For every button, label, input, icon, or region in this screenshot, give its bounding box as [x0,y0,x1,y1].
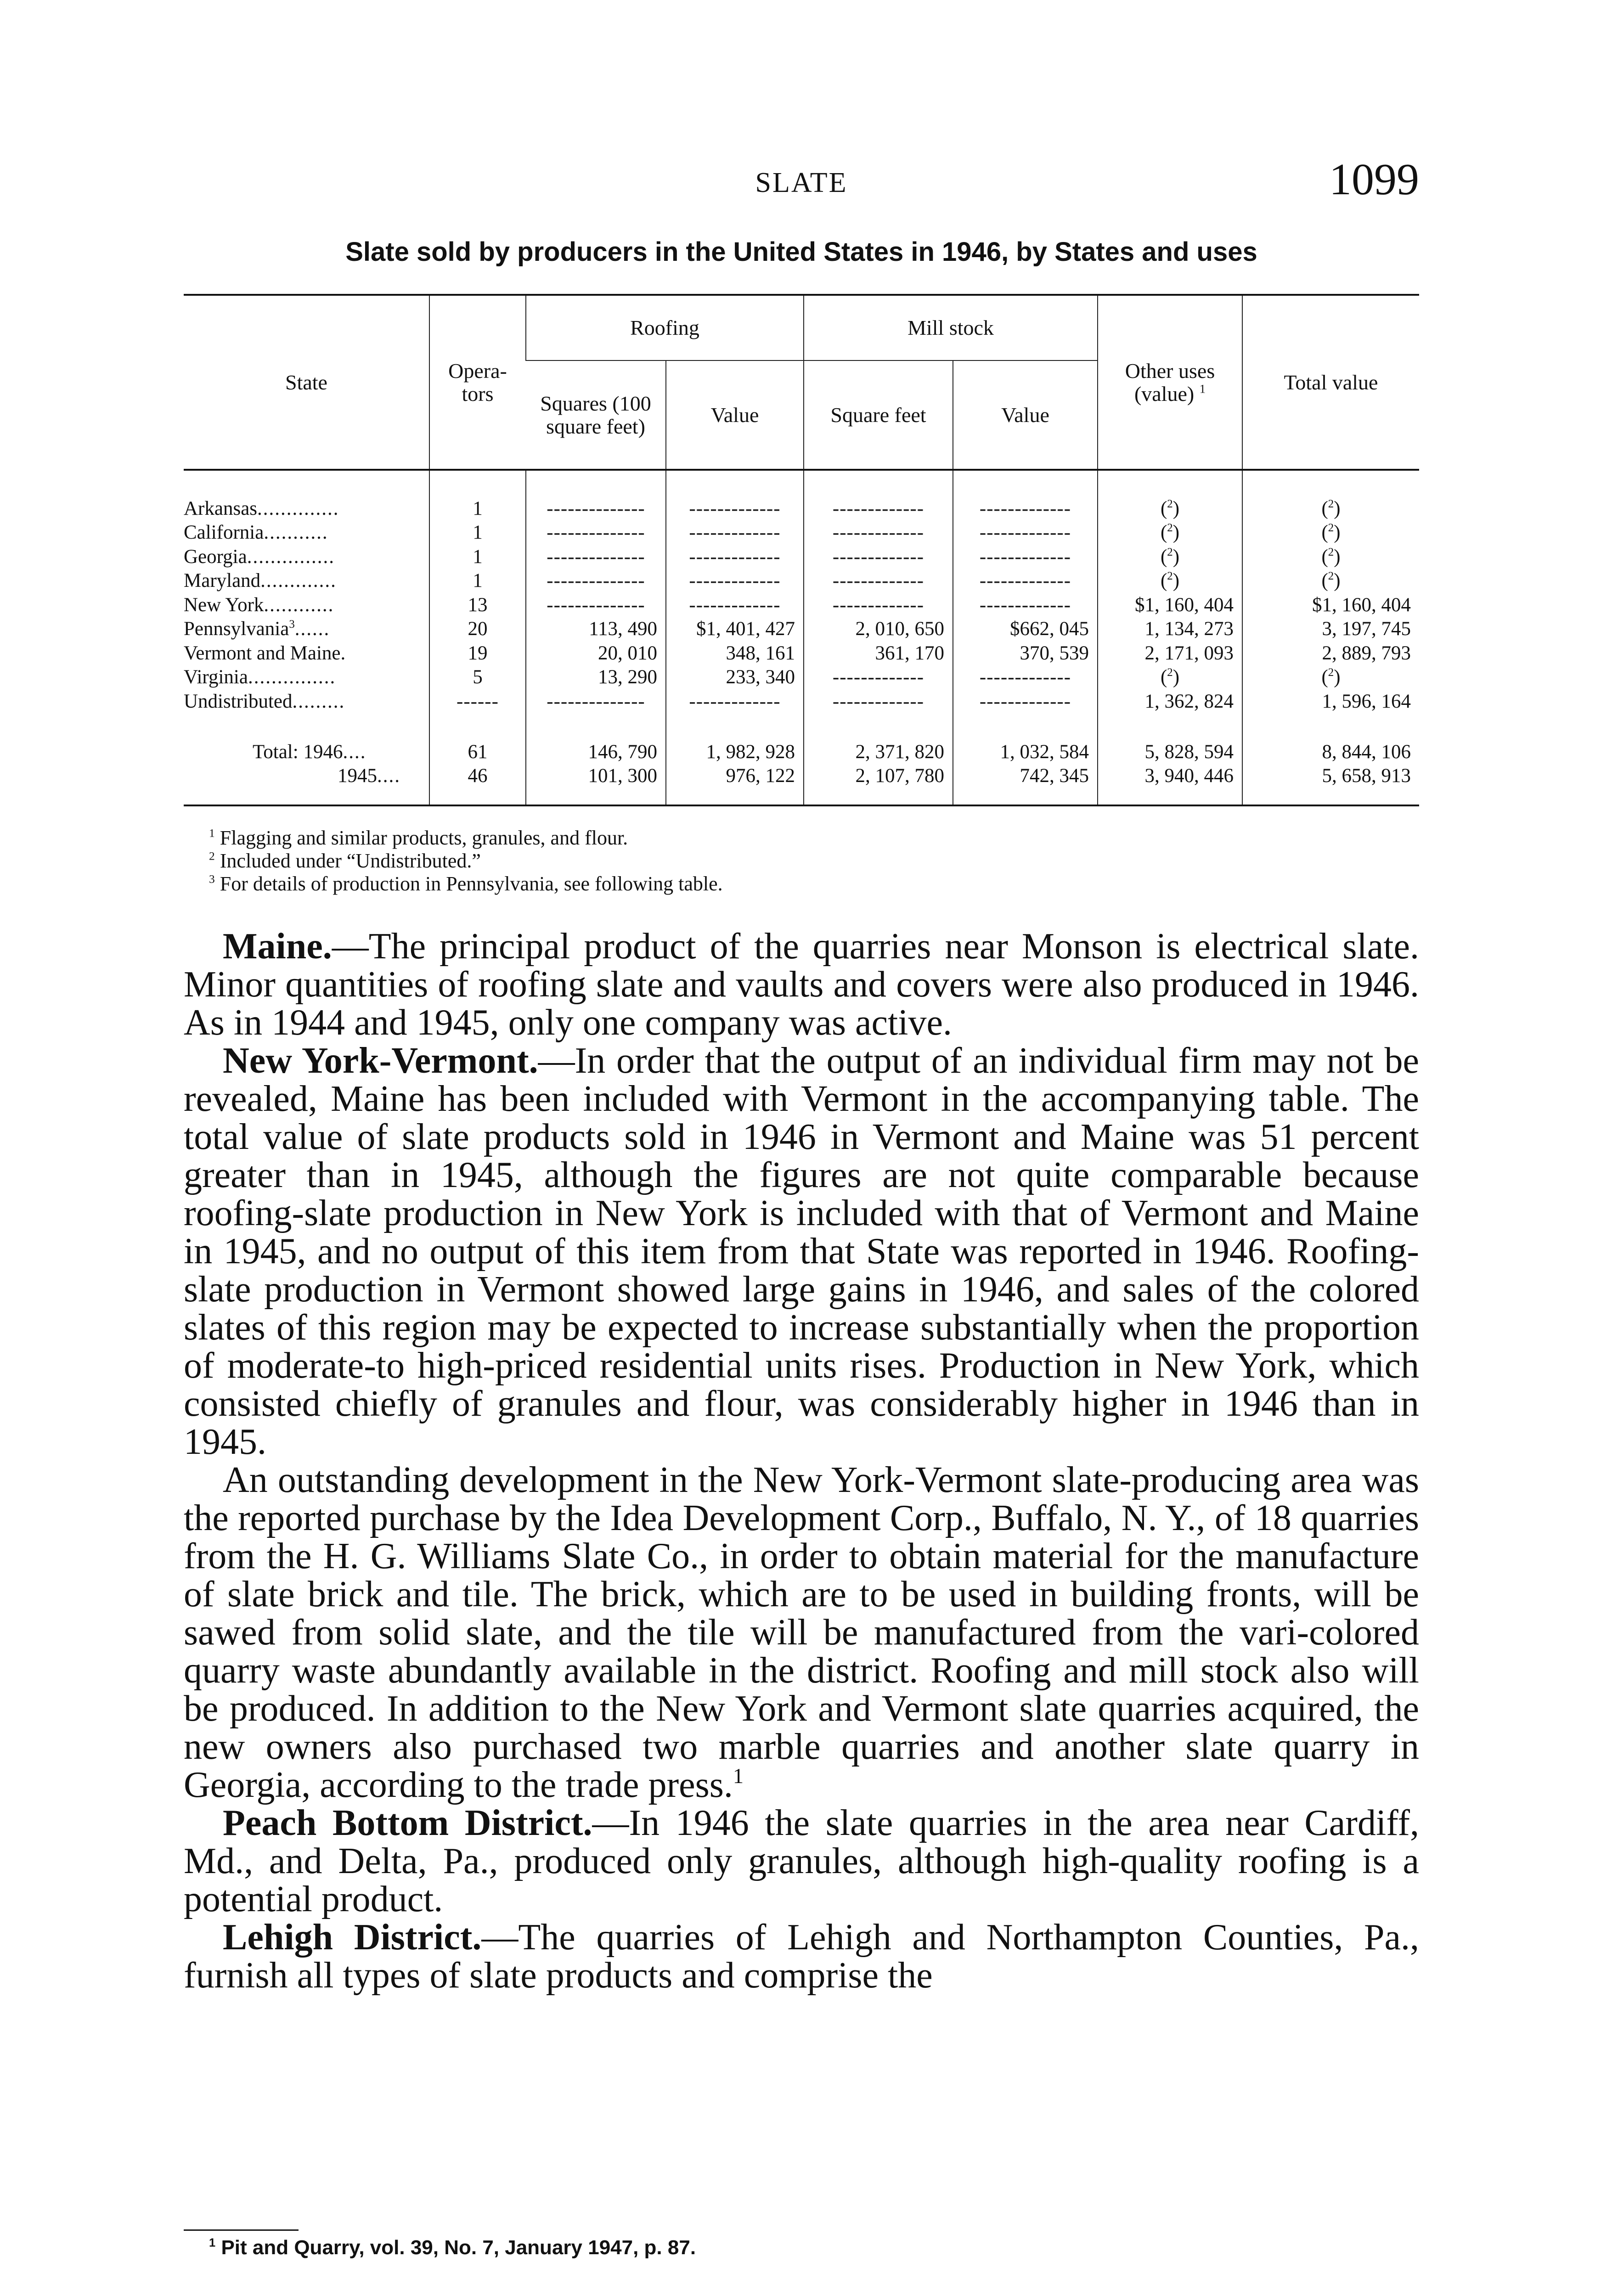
total-cell: ($^2$) [1242,545,1419,569]
mill-value-cell: ------------- [953,690,1098,728]
mill-value-cell: 742, 345 [953,764,1098,805]
table-row [184,617,1419,641]
operators-cell: 61 [429,728,526,764]
header-mill-stock: Mill stock [804,295,1098,360]
operators-cell: 1 [429,545,526,569]
other-uses-cell: ($^2$) [1098,569,1242,593]
paragraph-development: An outstanding development in the New York-Vermont slate-producing area was the reported purchase by the Idea Development Corp., Buffalo, N. Y., of 18 quarries from the H. G. Williams Slate Co., in order to obtain material for the manufacture of slate brick and tile. The brick, which are to be used in building fronts, will be sawed from solid slate, and the tile will be manufactured from the vari-colored quarry waste abundantly available in the district. Roofing and mill stock also will be produced. In addition to the New York and Vermont slate quarries acquired, the new owners also purchased two marble quarries and another slate quarry in Georgia, according to the trade press.$^1$ [184,1460,1419,1805]
mill-value-cell: $662, 045 [953,617,1098,641]
square-feet-cell: 2, 371, 820 [804,728,953,764]
page-footnote-area [184,2229,1419,2259]
page-number: 1099 [1329,155,1419,204]
total-label: Total: 1946.... [253,741,366,763]
table-footnote: $^3$ For details of production in Pennsylvania, see following table. [209,872,723,895]
state-cell: Maryland............. [184,570,337,592]
table-row [184,642,1419,665]
total-cell: ($^2$) [1242,569,1419,593]
paragraph-maine: Maine.—The principal product of the quarries near Monson is electrical slate. Minor quantities of roofing slate and vaults and covers were also produced in 1946. As in 1944 and 1945, only one company was active. [184,926,1419,1043]
squares-cell: 101, 300 [526,764,666,805]
state-cell: New York............ [184,594,334,616]
header-mill-square-feet: Square feet [804,360,953,470]
other-uses-cell: 2, 171, 093 [1098,642,1242,665]
squares-cell: -------------- [526,470,666,521]
squares-cell: 13, 290 [526,665,666,689]
squares-cell: -------------- [526,690,666,728]
squares-cell: -------------- [526,521,666,545]
other-uses-cell: ($^2$) [1098,521,1242,545]
state-cell: California........... [184,522,328,544]
roofing-value-cell: ------------- [666,521,804,545]
table-footnote: $^2$ Included under “Undistributed.” [209,849,481,872]
table-row [184,690,1419,728]
roofing-value-cell: ------------- [666,569,804,593]
square-feet-cell: ------------- [804,569,953,593]
other-uses-cell: 5, 828, 594 [1098,728,1242,764]
total-cell: $1, 160, 404 [1242,593,1419,617]
square-feet-cell: ------------- [804,470,953,521]
table-row [184,665,1419,689]
other-uses-cell: ($^2$) [1098,665,1242,689]
mill-value-cell: ------------- [953,593,1098,617]
total-cell: ($^2$) [1242,665,1419,689]
mill-value-cell: ------------- [953,545,1098,569]
state-cell: Virginia............... [184,666,336,688]
mill-value-cell: ------------- [953,665,1098,689]
table-row [184,593,1419,617]
state-cell: Undistributed......... [184,690,345,712]
squares-cell: 20, 010 [526,642,666,665]
paragraph-lehigh: Lehigh District.—The quarries of Lehigh and Northampton Counties, Pa., furnish all types of slate products and comprise the [184,1917,1420,1996]
running-title: SLATE [755,167,848,198]
square-feet-cell: ------------- [804,593,953,617]
footnote-rule [184,2229,299,2231]
roofing-value-cell: 1, 982, 928 [666,728,804,764]
operators-cell: 13 [429,593,526,617]
mill-value-cell: ------------- [953,521,1098,545]
mill-value-cell: ------------- [953,470,1098,521]
total-label: 1945.... [338,765,400,787]
header-mill-value: Value [953,360,1098,470]
table-footnotes [209,827,1403,895]
table-row [184,569,1419,593]
roofing-value-cell: ------------- [666,593,804,617]
body-text [184,928,1419,1995]
roofing-value-cell: 348, 161 [666,642,804,665]
header-state: State [184,295,429,470]
header-roofing-squares: Squares (100 square feet) [526,360,666,470]
operators-cell: 46 [429,764,526,805]
header-total-value: Total value [1242,295,1419,470]
total-row-1946 [184,728,1419,764]
other-uses-cell: ($^2$) [1098,470,1242,521]
table-row [184,521,1419,545]
mill-value-cell: 1, 032, 584 [953,728,1098,764]
header-other-uses: Other uses (value) $^1$ [1098,295,1242,470]
square-feet-cell: 361, 170 [804,642,953,665]
total-cell: ($^2$) [1242,521,1419,545]
total-cell: 8, 844, 106 [1242,728,1419,764]
roofing-value-cell: ------------- [666,690,804,728]
state-cell: Georgia............... [184,546,335,568]
total-cell: ($^2$) [1242,470,1419,521]
operators-cell: 5 [429,665,526,689]
squares-cell: -------------- [526,593,666,617]
squares-cell: 113, 490 [526,617,666,641]
roofing-value-cell: 233, 340 [666,665,804,689]
square-feet-cell: ------------- [804,690,953,728]
mill-value-cell: ------------- [953,569,1098,593]
other-uses-cell: ($^2$) [1098,545,1242,569]
header-roofing-value: Value [666,360,804,470]
operators-cell: 20 [429,617,526,641]
page-header [184,154,1419,214]
table-row [184,470,1419,521]
state-cell: Vermont and Maine. [184,642,347,664]
operators-cell: 19 [429,642,526,665]
mill-value-cell: 370, 539 [953,642,1098,665]
operators-cell: 1 [429,521,526,545]
square-feet-cell: ------------- [804,521,953,545]
total-cell: 1, 596, 164 [1242,690,1419,728]
state-cell: Pennsylvania$^3$...... [184,618,330,640]
paragraph-peach-bottom: Peach Bottom District.—In 1946 the slate quarries in the area near Cardiff, Md., and Delta, Pa., produced only granules, although high-quality roofing is a potential product. [184,1803,1419,1919]
square-feet-cell: ------------- [804,665,953,689]
slate-sales-table [184,294,1419,806]
operators-cell: ------ [429,690,526,728]
squares-cell: -------------- [526,545,666,569]
header-roofing: Roofing [526,295,804,360]
square-feet-cell: 2, 010, 650 [804,617,953,641]
page-footnote: $^1$ Pit and Quarry, vol. 39, No. 7, January 1947, p. 87. [209,2236,696,2259]
roofing-value-cell: 976, 122 [666,764,804,805]
total-cell: 5, 658, 913 [1242,764,1419,805]
table-footnote: $^1$ Flagging and similar products, granules, and flour. [209,826,628,849]
table-caption: Slate sold by producers in the United States in 1946, by States and uses [345,237,1257,267]
roofing-value-cell: ------------- [666,545,804,569]
roofing-value-cell: $1, 401, 427 [666,617,804,641]
squares-cell: -------------- [526,569,666,593]
square-feet-cell: ------------- [804,545,953,569]
roofing-value-cell: ------------- [666,470,804,521]
header-operators: Opera-tors [429,295,526,470]
operators-cell: 1 [429,470,526,521]
other-uses-cell: 3, 940, 446 [1098,764,1242,805]
other-uses-cell: $1, 160, 404 [1098,593,1242,617]
other-uses-cell: 1, 362, 824 [1098,690,1242,728]
operators-cell: 1 [429,569,526,593]
total-row-1945 [184,764,1419,805]
square-feet-cell: 2, 107, 780 [804,764,953,805]
total-cell: 3, 197, 745 [1242,617,1419,641]
total-cell: 2, 889, 793 [1242,642,1419,665]
table-row [184,545,1419,569]
paragraph-new-york-vermont: New York-Vermont.—In order that the output of an individual firm may not be revealed, Maine has been included with Vermont in the accompanying table. The total value of slate products sold in 1946 in Vermont and Maine was 51 percent greater than in 1945, although the figures are not quite comparable because roofing-slate production in New York is included with that of Vermont and Maine in 1945, and no output of this item from that State was reported in 1946. Roofing-slate production in Vermont showed large gains in 1946, and sales of the colored slates of this region may be expected to increase substantially when the proportion of moderate-to high-priced residential units rises. Production in New York, which consisted chiefly of granules and flour, was considerably higher in 1946 than in 1945. [184,1041,1420,1462]
other-uses-cell: 1, 134, 273 [1098,617,1242,641]
squares-cell: 146, 790 [526,728,666,764]
state-cell: Arkansas.............. [184,498,339,519]
